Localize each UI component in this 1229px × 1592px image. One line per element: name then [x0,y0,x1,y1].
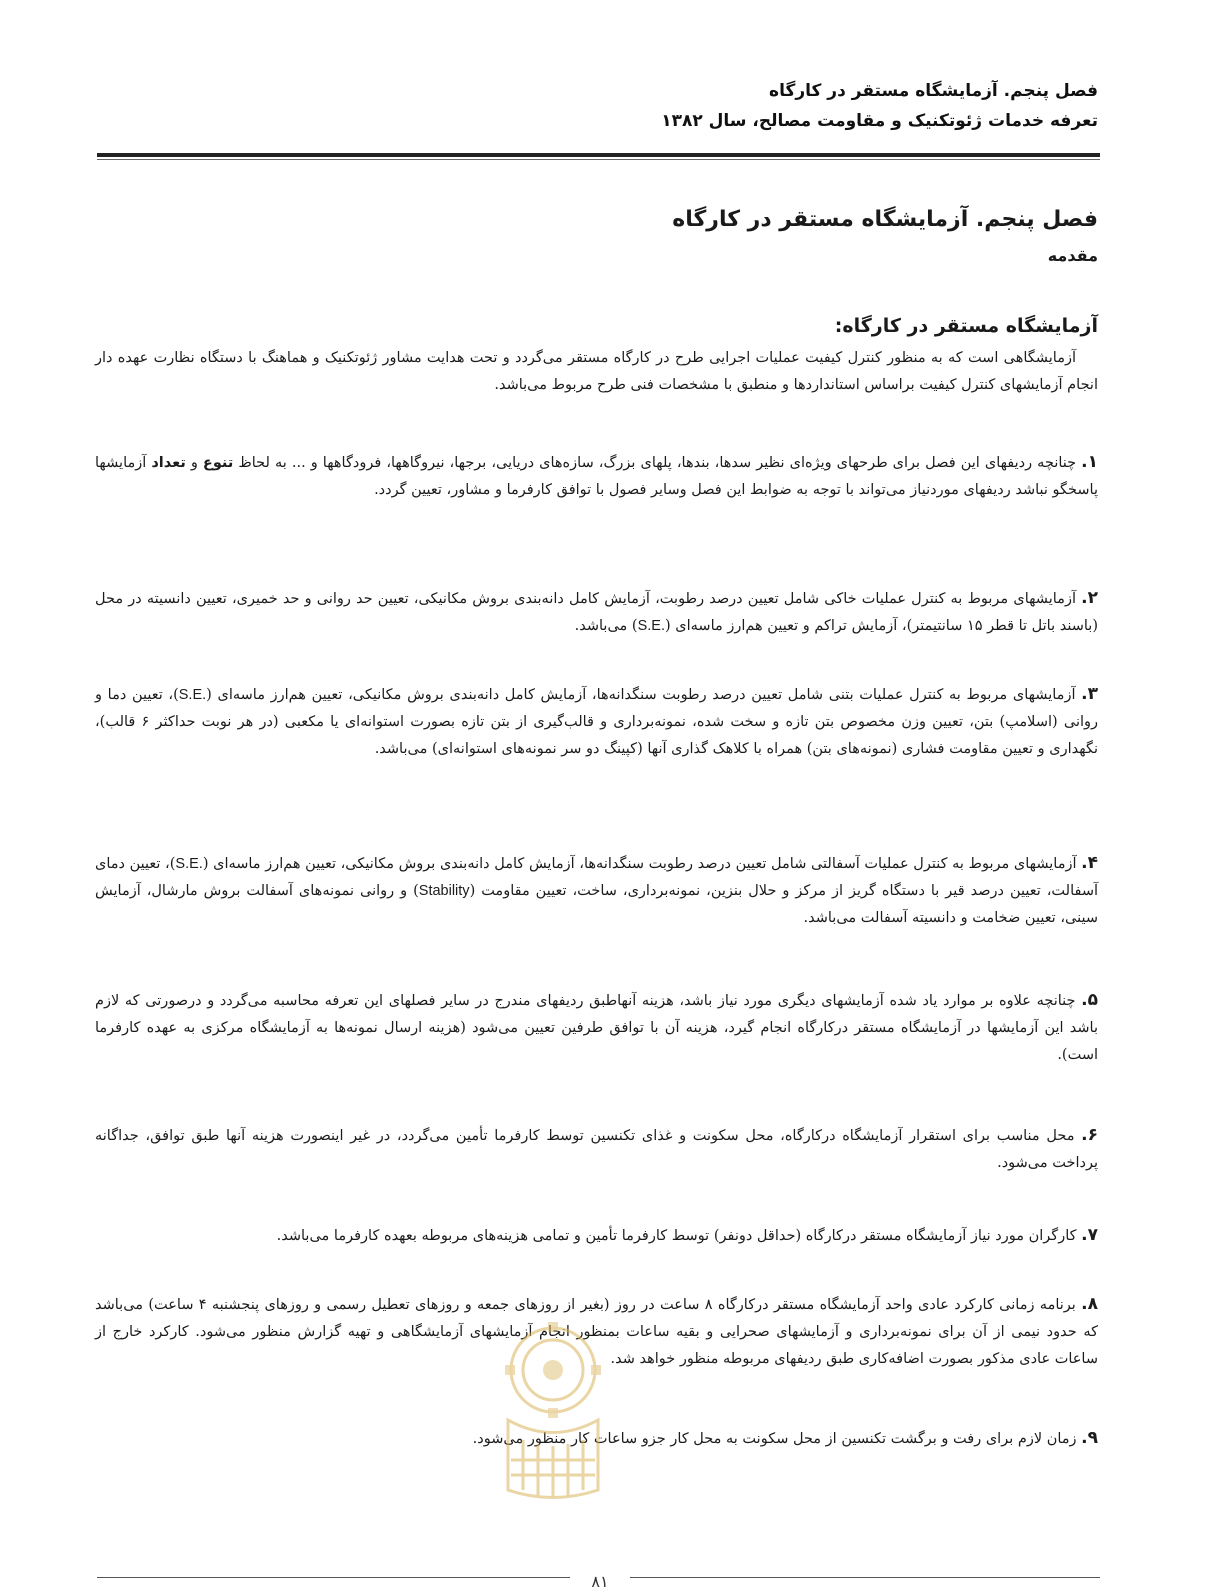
item-number: ۴. [1081,853,1099,873]
item-text: چنانچه علاوه بر موارد یاد شده آزمایشهای دیگری مورد نیاز باشد، هزینه آنهاطبق ردیفهای مندرج در سایر فصلهای این تعرفه محاسبه می‌گردد و درصورتی که لازم باشد این آزمایشها در آزمایشگاه مستقر درکارگاه انجام گیرد، هزینه آن با توافق طرفین تعیین می‌شود (هزینه ارسال نمونه‌ها به آزمایشگاه مرکزی به عهده کارفرما است). [95,993,1098,1063]
item-text: چنانچه ردیفهای این فصل برای طرحهای ویژه‌ای نظیر سدها، بندها، پلهای بزرگ، سازه‌های دریایی، برجها، نیروگاهها، فرودگاهها و ... به لحاظ [238,455,1077,471]
item-number: ۸. [1081,1294,1099,1314]
item-number: ۷. [1081,1225,1098,1245]
item-text: آزمایشهای مربوط به کنترل عملیات بتنی شامل تعیین درصد رطوبت سنگدانه‌ها، آزمایش کامل دانه‌بندی بروش مکانیکی، تعیین هم‌ارز ماسه‌ای ( [206,687,1076,703]
item-text: )، تعیین دمای آسفالت، تعیین درصد قیر با دستگاه گریز از مرکز و حلال بنزین، نمونه‌برداری، ساخت، تعیین مقاومت ( [95,856,1098,899]
item-bold-text: تعداد [151,455,186,471]
list-item-1 [95,449,1098,504]
list-item-7 [95,1222,1098,1250]
running-header [98,76,1098,136]
item-latin-term: Stability [418,883,470,899]
item-number: ۵. [1081,990,1098,1010]
gear-seal-watermark-icon [478,1310,628,1505]
item-number: ۲. [1081,588,1098,608]
list-item-4 [95,850,1098,932]
running-header-title: تعرفه خدمات ژئوتکنیک و مقاومت مصالح، سال ۱۳۸۲ [661,111,1098,131]
item-text: برنامه زمانی کارکرد عادی واحد آزمایشگاه مستقر درکارگاه ۸ ساعت در روز (بغیر از روزهای جمعه و روزهای تعطیل رسمی و روزهای پنجشنبه ۴ ساعت) می‌باشد که حدود نیمی از آن برای نمونه‌برداری و آزمایشهای صحرایی و بقیه ساعات بمنظور انجام آزمایشهای آزمایشگاهی و تهیه گزارش منظور می‌شود. کارکرد خارج از ساعات عادی مذکور بصورت اضافه‌کاری طبق ردیفهای مربوطه منظور خواهد شد. [95,1297,1098,1367]
item-text: کارگران مورد نیاز آزمایشگاه مستقر درکارگاه (حداقل دونفر) توسط کارفرما تأمین و تمامی هزینه‌های مربوطه بعهده کارفرما می‌باشد. [276,1228,1077,1244]
page-number: ۸۱ [570,1572,630,1592]
item-number: ۱. [1081,452,1099,472]
item-text: زمان لازم برای رفت و برگشت تکنسین از محل سکونت به محل کار جزو ساعات کار منظور می‌شود. [472,1431,1077,1447]
header-rule [97,153,1100,157]
item-latin-term: S.E. [178,687,207,703]
item-latin-term: S.E. [175,856,203,872]
item-text: آزمایشهای مربوط به کنترل عملیات خاکی شامل تعیین درصد رطوبت، آزمایش کامل دانه‌بندی بروش مکانیکی، تعیین حد روانی و حد خمیری، تعیین دانسیته در محل (باسند باتل تا قطر ۱۵ سانتیمتر)، آزمایش تراکم و تعیین هم‌ارز ماسه‌ای ( [95,591,1098,634]
header-rule-thin [97,159,1100,160]
item-latin-term: S.E. [637,618,665,634]
list-item-5 [95,987,1098,1069]
item-text: آزمایشهای مربوط به کنترل عملیات آسفالتی شامل تعیین درصد رطوبت سنگدانه‌ها، آزمایش کامل دانه‌بندی بروش مکانیکی، تعیین هم‌ارز ماسه‌ای ( [202,856,1077,872]
intro-paragraph: آزمایشگاهی است که به منظور کنترل کیفیت عملیات اجرایی طرح در کارگاه مستقر می‌گردد و تحت هدایت مشاور ژئوتکنیک و هماهنگ با دستگاه نظارت عهده دار انجام آزمایشهای کنترل کیفیت براساس استانداردها و منطبق با مشخصات فنی طرح مربوط می‌باشد. [95,350,1098,393]
list-item-6 [95,1122,1098,1177]
item-number: ۹. [1081,1428,1098,1448]
running-header-chapter: فصل پنجم. آزمایشگاه مستقر در کارگاه [769,81,1098,101]
item-text: و [190,455,198,471]
item-text: محل مناسب برای استقرار آزمایشگاه درکارگاه، محل سکونت و غذای تکنسین توسط کارفرما تأمین می‌گردد، در غیر اینصورت هزینه آنها طبق توافق، جداگانه پرداخت می‌شود. [95,1128,1098,1171]
item-number: ۶. [1081,1125,1098,1145]
chapter-title: فصل پنجم. آزمایشگاه مستقر در کارگاه [672,207,1098,232]
item-number: ۳. [1081,684,1098,704]
item-text: ) می‌باشد. [574,618,638,634]
section-title: آزمایشگاه مستقر در کارگاه: [834,315,1098,337]
item-bold-text: تنوع [202,455,234,471]
item-text: )، تعیین دما و روانی (اسلامپ) بتن، تعیین وزن مخصوص بتن تازه و سخت شده، نمونه‌برداری و قالب‌گیری از بتن تازه بصورت استوانه‌ای یا مکعبی (در هر نوبت حداکثر ۶ قالب)، نگهداری و تعیین مقاومت فشاری (نمونه‌های بتن) همراه با کلاهک گذاری آنها (کپینگ دو سر نمونه‌های استوانه‌ای) می‌باشد. [95,687,1099,757]
chapter-subtitle: مقدمه [1047,246,1098,265]
list-item-3 [95,681,1098,763]
item-text: آزمایشها پاسخگو نباشد ردیفهای موردنیاز می‌تواند با توجه به ضوابط این فصل وسایر فصول با توافق کارفرما و مشاور، تعیین گردد. [95,455,1098,498]
item-text: ) و روانی نمونه‌های آسفالت بروش مارشال، آزمایش سینی، تعیین ضخامت و دانسیته آسفالت می‌باشد. [95,883,1098,926]
list-item-2 [95,585,1098,640]
